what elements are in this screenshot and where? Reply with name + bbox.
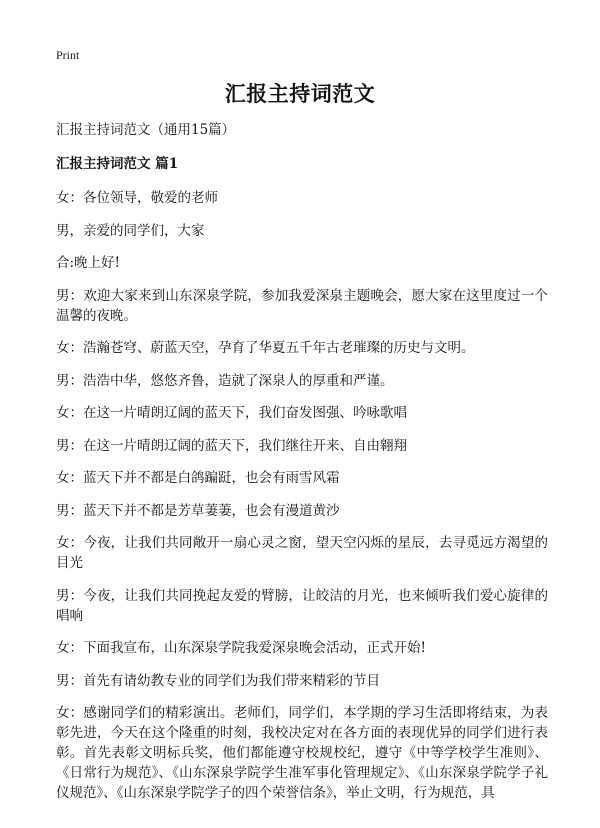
paragraph: 男：今夜，让我们共同挽起友爱的臂膀，让皎洁的月光，也来倾听我们爱心旋律的唱响	[56, 587, 548, 624]
document-title: 汇报主持词范文	[224, 81, 376, 106]
paragraph: 男：在这一片晴朗辽阔的蓝天下，我们继往开来、自由翱翔	[56, 437, 407, 454]
print-link[interactable]: Print	[56, 48, 80, 62]
document-body	[56, 120, 548, 816]
paragraph: 女：下面我宣布，山东深泉学院我爱深泉晚会活动，正式开始!	[56, 640, 426, 656]
paragraph: 女：今夜，让我们共同敞开一扇心灵之窗，望天空闪烁的星辰，去寻觅远方渴望的目光	[56, 535, 548, 571]
paragraph: 男，亲爱的同学们，大家	[56, 222, 205, 239]
paragraph: 女：感谢同学们的精彩演出。老师们，同学们，本学期的学习生活即将结束，为表彰先进，今天在这个隆重的时刻，我校决定对在各方面的表现优异的同学们进行表彰。首先表彰文明标兵奖，他们都能遵守校规校纪，遵守《中等学校学生准则》、《日常行为规范》、《山东深泉学院学生准军事化管理规定》、《山东深泉学院学子礼仪规范》、《山东深泉学院学子的四个荣誉信条》，举止文明，行为规范，具	[56, 705, 548, 801]
paragraph: 女：蓝天下并不都是白鸽蹁跹，也会有雨雪风霜	[56, 470, 340, 486]
paragraph: 男：首先有请幼教专业的同学们为我们带来精彩的节目	[56, 672, 380, 689]
paragraph: 合:晚上好!	[56, 255, 120, 271]
paragraph: 女：在这一片晴朗辽阔的蓝天下，我们奋发图强、吟咏歌唱	[56, 405, 407, 421]
paragraph: 男：欢迎大家来到山东深泉学院，参加我爱深泉主题晚会，愿大家在这里度过一个温馨的夜晚。	[56, 287, 548, 324]
section-heading: 汇报主持词范文 篇1	[56, 156, 179, 172]
paragraph: 女：浩瀚苍穹、蔚蓝天空，孕育了华夏五千年古老璀璨的历史与文明。	[56, 340, 475, 356]
document-subtitle: 汇报主持词范文（通用15篇）	[56, 122, 236, 138]
paragraph: 男：蓝天下并不都是芳草萋萋，也会有漫道黄沙	[56, 502, 340, 519]
paragraph: 男：浩浩中华，悠悠齐鲁，造就了深泉人的厚重和严谨。	[56, 372, 394, 389]
paragraph: 女：各位领导，敬爱的老师	[56, 190, 218, 206]
